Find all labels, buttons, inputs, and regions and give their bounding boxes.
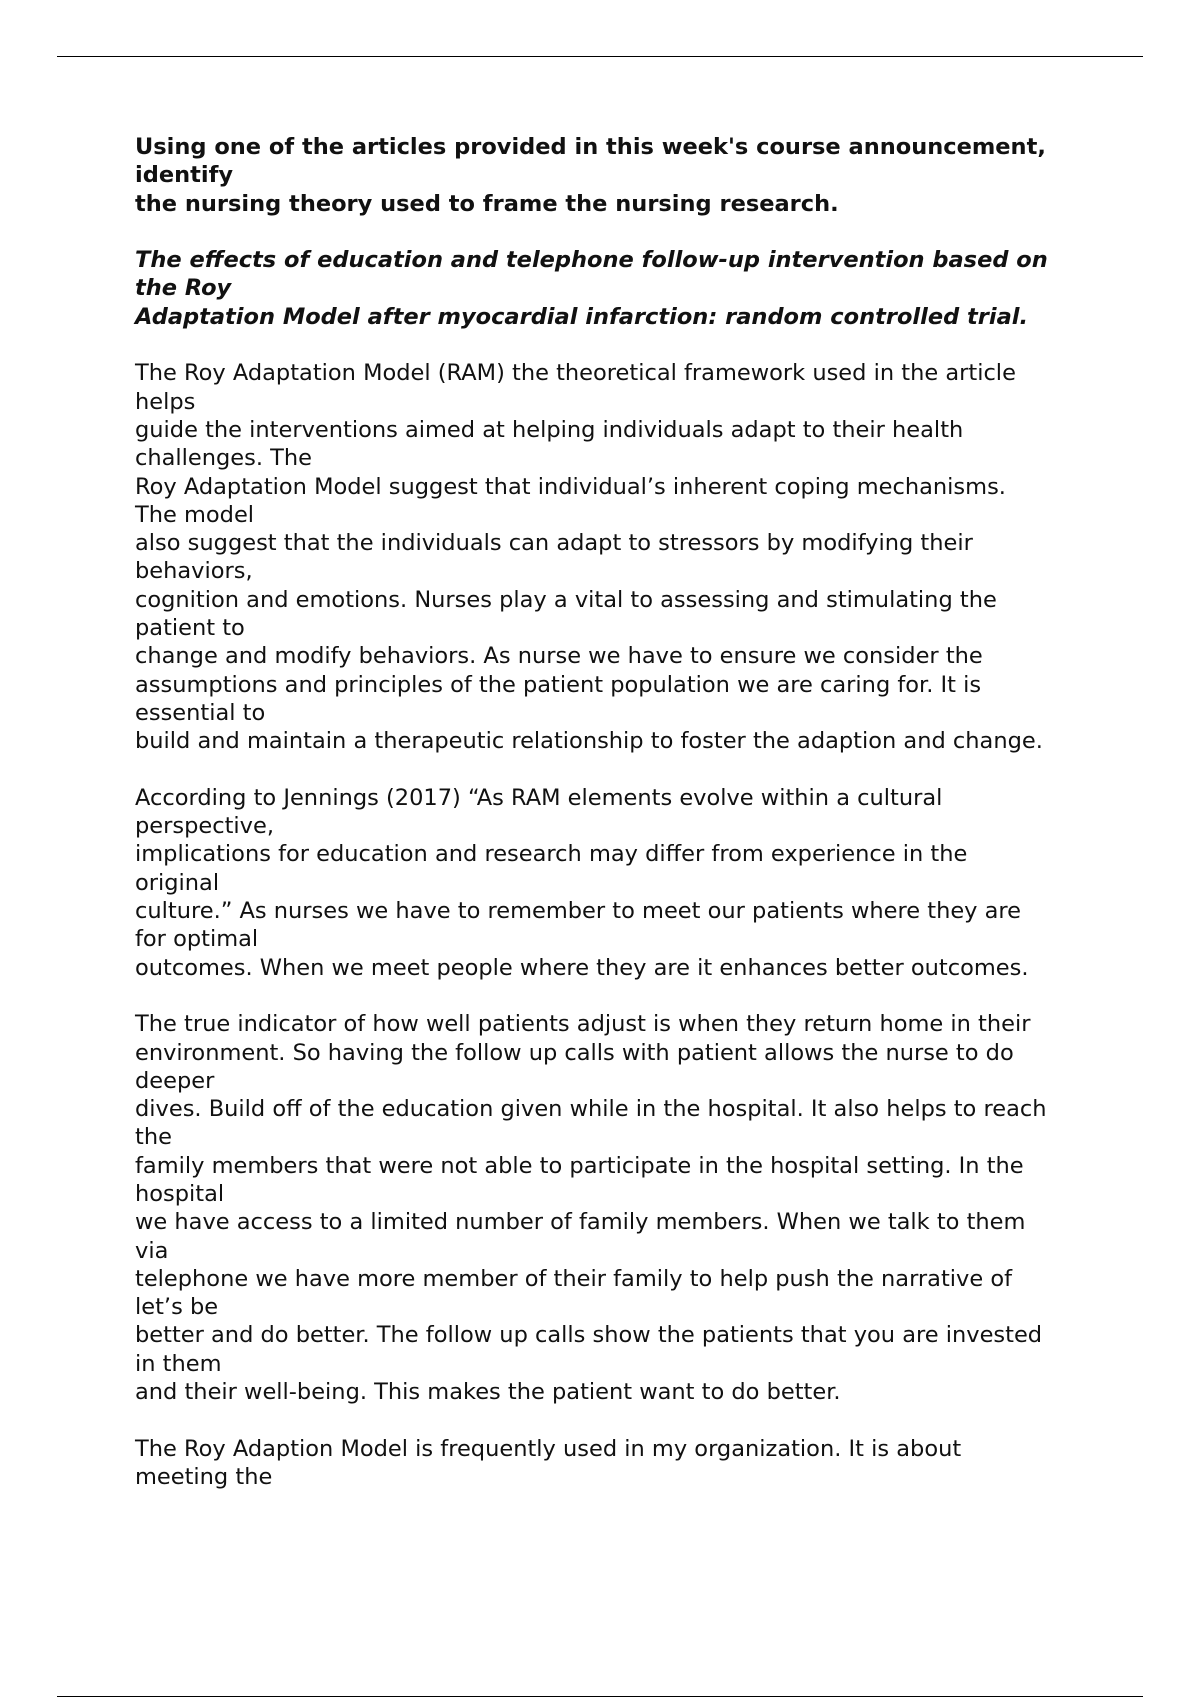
paragraph-line: The Roy Adaption Model is frequently used in my organization. It is about [135,1435,962,1462]
paragraph-line: The Roy Adaptation Model (RAM) the theoretical framework used in the article [135,360,1016,387]
paragraph-line: for optimal [135,926,259,953]
document-body [135,133,1145,1520]
article-title-line: The effects of education and telephone follow-up intervention based on [135,247,1048,274]
paragraph-line: better and do better. The follow up calls show the patients that you are invested [135,1322,1043,1349]
paragraph-line: hospital [135,1180,225,1207]
top-divider [57,56,1143,57]
paragraph-line: culture.” As nurses we have to remember to meet our patients where they are [135,898,1022,925]
paragraph-line: family members that were not able to participate in the hospital setting. In the [135,1152,1024,1179]
paragraph-line: telephone we have more member of their family to help push the narrative of [135,1265,1013,1292]
question-line: identify [135,162,234,189]
assignment-question [135,133,1145,218]
question-line: the nursing theory used to frame the nursing research. [135,190,839,217]
paragraph-line: behaviors, [135,558,253,585]
paragraph-ram-framework [135,359,1145,755]
paragraph-line: meeting the [135,1463,273,1490]
paragraph-line: implications for education and research may differ from experience in the [135,841,968,868]
paragraph-line: The true indicator of how well patients adjust is when they return home in their [135,1011,1031,1038]
paragraph-line: guide the interventions aimed at helping individuals adapt to their health [135,416,964,443]
paragraph-line: the [135,1124,172,1151]
paragraph-organization-use [135,1435,1145,1492]
paragraph-line: build and maintain a therapeutic relationship to foster the adaption and change. [135,728,1043,755]
paragraph-line: via [135,1237,169,1264]
paragraph-line: change and modify behaviors. As nurse we have to ensure we consider the [135,643,983,670]
paragraph-line: essential to [135,699,266,726]
question-line: Using one of the articles provided in this week's course announcement, [135,134,1046,160]
paragraph-line: dives. Build off of the education given while in the hospital. It also helps to reach [135,1096,1047,1123]
paragraph-line: we have access to a limited number of family members. When we talk to them [135,1209,1026,1236]
paragraph-line: perspective, [135,813,274,840]
paragraph-line: outcomes. When we meet people where they are it enhances better outcomes. [135,954,1029,981]
paragraph-line: Roy Adaptation Model suggest that individual’s inherent coping mechanisms. [135,473,1006,500]
paragraph-line: original [135,869,220,896]
article-title-line: the Roy [135,275,232,302]
paragraph-line: assumptions and principles of the patient population we are caring for. It is [135,671,982,698]
paragraph-line: deeper [135,1067,215,1094]
paragraph-line: environment. So having the follow up calls with patient allows the nurse to do [135,1039,1014,1066]
paragraph-line: challenges. The [135,445,313,472]
paragraph-line: in them [135,1350,222,1377]
paragraph-line: According to Jennings (2017) “As RAM elements evolve within a cultural [135,784,943,811]
paragraph-follow-up-calls [135,1010,1145,1406]
paragraph-jennings-quote [135,784,1145,982]
paragraph-line: also suggest that the individuals can adapt to stressors by modifying their [135,530,973,557]
article-title-line: Adaptation Model after myocardial infarction: random controlled trial. [135,303,1029,330]
paragraph-line: helps [135,388,196,415]
paragraph-line: patient to [135,615,245,642]
paragraph-line: let’s be [135,1294,219,1321]
article-title [135,246,1145,331]
bottom-divider [57,1696,1143,1697]
paragraph-line: cognition and emotions. Nurses play a vital to assessing and stimulating the [135,586,997,613]
paragraph-line: The model [135,501,255,528]
paragraph-line: and their well-being. This makes the patient want to do better. [135,1379,841,1406]
